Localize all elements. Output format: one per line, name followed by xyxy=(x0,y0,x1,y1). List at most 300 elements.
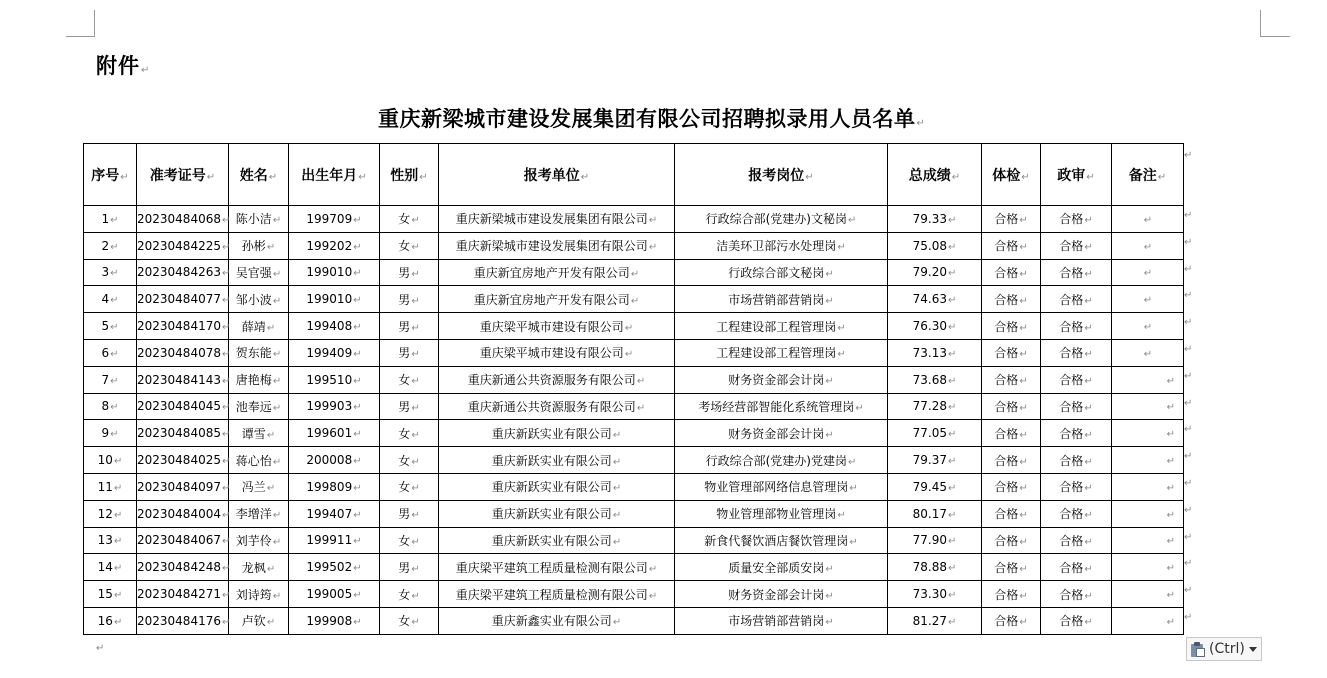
birth-cell xyxy=(289,500,380,527)
cell-text: 20230484176 xyxy=(137,613,221,628)
position-cell xyxy=(675,313,888,340)
review-cell xyxy=(1041,232,1112,259)
cell-text: 重庆新梁城市建设发展集团有限公司 xyxy=(455,212,648,227)
cell-text: 新食代餐饮酒店餐饮管理岗 xyxy=(704,533,849,548)
paragraph-mark: ↵ xyxy=(648,563,658,575)
table-row xyxy=(84,447,1184,474)
gender-cell xyxy=(380,366,439,393)
cell-text: 合格 xyxy=(1059,346,1084,361)
paragraph-mark: ↵ xyxy=(353,322,362,334)
paragraph-mark: ↵ xyxy=(110,322,119,334)
cell-text: 男 xyxy=(398,292,411,307)
cell-text: 79.45 xyxy=(912,479,947,494)
row-end-mark: ↵ xyxy=(1184,585,1193,597)
cell-text: 77.05 xyxy=(912,426,947,441)
birth-cell xyxy=(289,232,380,259)
paragraph-mark: ↵ xyxy=(353,590,362,602)
position-cell xyxy=(675,473,888,500)
table-row xyxy=(84,313,1184,340)
attachment-label: 附件↵ xyxy=(96,54,151,78)
name-cell xyxy=(229,206,289,233)
cell-text: 合格 xyxy=(1059,480,1084,495)
paragraph-mark: ↵ xyxy=(1019,510,1028,522)
paragraph-mark: ↵ xyxy=(221,214,231,226)
gender-cell xyxy=(380,313,439,340)
paragraph-mark: ↵ xyxy=(266,617,276,629)
remark-cell xyxy=(1112,527,1184,554)
row-end-mark: ↵ xyxy=(1184,236,1193,248)
cell-text: 合格 xyxy=(994,212,1019,227)
cell-text: 女 xyxy=(398,533,411,548)
cell-text: 女 xyxy=(398,239,411,254)
paragraph-mark: ↵ xyxy=(266,483,276,495)
paragraph-mark: ↵ xyxy=(266,242,276,254)
cell-text: 73.30 xyxy=(912,587,947,602)
medical-cell xyxy=(982,581,1041,608)
paragraph-mark: ↵ xyxy=(268,171,278,183)
cell-text: 合格 xyxy=(994,453,1019,468)
column-header-label: 体检 xyxy=(992,167,1021,184)
cell-text: 合格 xyxy=(994,399,1019,414)
cell-text: 199010 xyxy=(306,265,353,280)
seq-cell xyxy=(84,393,137,420)
position-cell xyxy=(675,366,888,393)
name-cell xyxy=(229,232,289,259)
paragraph-mark: ↵ xyxy=(1084,349,1093,361)
score-cell xyxy=(888,313,982,340)
cell-text: 合格 xyxy=(1059,507,1084,522)
paragraph-mark: ↵ xyxy=(636,376,646,388)
cell-text: 20230484085 xyxy=(137,426,221,441)
gender-cell xyxy=(380,447,439,474)
review-cell xyxy=(1041,393,1112,420)
paragraph-mark: ↵ xyxy=(947,348,957,360)
medical-cell xyxy=(982,473,1041,500)
cell-text: 合格 xyxy=(994,346,1019,361)
paragraph-mark: ↵ xyxy=(221,563,231,575)
paragraph-mark: ↵ xyxy=(1019,322,1028,334)
paragraph-mark: ↵ xyxy=(272,536,282,548)
paragraph-mark: ↵ xyxy=(411,617,420,629)
paragraph-mark: ↵ xyxy=(411,322,420,334)
cell-text: 市场营销部营销岗 xyxy=(728,614,825,629)
position-cell xyxy=(675,500,888,527)
paragraph-mark: ↵ xyxy=(221,241,231,253)
gender-cell xyxy=(380,393,439,420)
column-header-label: 准考证号 xyxy=(149,167,206,184)
birth-cell xyxy=(289,259,380,286)
unit-cell xyxy=(439,581,675,608)
paragraph-mark: ↵ xyxy=(120,171,129,183)
table-row xyxy=(84,420,1184,447)
cell-text: 199005 xyxy=(306,587,353,602)
cell-text: 合格 xyxy=(1059,587,1084,602)
paragraph-mark: ↵ xyxy=(825,268,834,280)
score-cell xyxy=(888,554,982,581)
name-cell xyxy=(229,581,289,608)
paragraph-mark: ↵ xyxy=(847,215,857,227)
cell-text: 199010 xyxy=(306,292,353,307)
paragraph-mark: ↵ xyxy=(1143,214,1153,226)
cell-text: 5 xyxy=(101,319,110,334)
paragraph-mark: ↵ xyxy=(1166,375,1175,387)
cell-text: 男 xyxy=(398,319,411,334)
column-header-label: 报考岗位 xyxy=(748,167,805,184)
cell-text: 女 xyxy=(398,480,411,495)
paragraph-mark: ↵ xyxy=(1019,242,1028,254)
birth-cell xyxy=(289,366,380,393)
paragraph-mark: ↵ xyxy=(825,563,834,575)
column-header xyxy=(380,144,439,206)
score-cell xyxy=(888,500,982,527)
table-row xyxy=(84,232,1184,259)
cell-text: 76.30 xyxy=(912,319,947,334)
cell-text: 20230484068 xyxy=(137,211,221,226)
paragraph-mark: ↵ xyxy=(849,536,858,548)
paragraph-mark: ↵ xyxy=(353,536,362,548)
column-header xyxy=(439,144,675,206)
cell-text: 4 xyxy=(101,292,110,307)
exam-id-cell xyxy=(137,259,229,286)
seq-cell xyxy=(84,339,137,366)
birth-cell xyxy=(289,447,380,474)
column-header xyxy=(289,144,380,206)
position-cell xyxy=(675,420,888,447)
cell-text: 池奉远 xyxy=(235,399,272,414)
cell-text: 合格 xyxy=(1059,533,1084,548)
cell-text: 吴官强 xyxy=(235,265,272,280)
paragraph-mark: ↵ xyxy=(612,429,622,441)
column-header xyxy=(888,144,982,206)
paragraph-mark: ↵ xyxy=(1143,295,1153,307)
cell-text: 20230484067 xyxy=(137,533,221,548)
position-cell xyxy=(675,527,888,554)
seq-cell xyxy=(84,286,137,313)
column-header xyxy=(982,144,1041,206)
paragraph-mark: ↵ xyxy=(353,616,362,628)
paragraph-mark: ↵ xyxy=(1166,429,1175,441)
cell-text: 女 xyxy=(398,614,411,629)
paragraph-mark: ↵ xyxy=(113,509,123,521)
seq-cell xyxy=(84,420,137,447)
cell-text: 邹小波 xyxy=(235,292,272,307)
row-end-mark: ↵ xyxy=(1184,317,1193,329)
name-cell xyxy=(229,447,289,474)
paragraph-mark: ↵ xyxy=(353,402,362,414)
exam-id-cell xyxy=(137,554,229,581)
cell-text: 重庆梁平城市建设有限公司 xyxy=(479,319,624,334)
unit-cell xyxy=(439,527,675,554)
table-row xyxy=(84,581,1184,608)
table-row xyxy=(84,527,1184,554)
paragraph-mark: ↵ xyxy=(411,456,420,468)
cell-text: 合格 xyxy=(1059,560,1084,575)
paragraph-mark: ↵ xyxy=(648,242,658,254)
paragraph-mark: ↵ xyxy=(837,510,846,522)
paragraph-mark: ↵ xyxy=(221,509,231,521)
paragraph-mark: ↵ xyxy=(1019,268,1028,280)
position-cell xyxy=(675,607,888,634)
exam-id-cell xyxy=(137,500,229,527)
remark-cell xyxy=(1112,607,1184,634)
cell-text: 20230484077 xyxy=(137,292,221,307)
review-cell xyxy=(1041,313,1112,340)
paragraph-mark: ↵ xyxy=(353,429,362,441)
review-cell xyxy=(1041,527,1112,554)
paragraph-mark: ↵ xyxy=(947,616,957,628)
paragraph-mark: ↵ xyxy=(272,295,282,307)
cell-text: 20230484248 xyxy=(137,560,221,575)
paragraph-mark: ↵ xyxy=(1143,268,1153,280)
paragraph-mark: ↵ xyxy=(1084,590,1093,602)
name-cell xyxy=(229,286,289,313)
review-cell xyxy=(1041,447,1112,474)
cell-text: 唐艳梅 xyxy=(235,373,272,388)
paragraph-mark: ↵ xyxy=(1019,376,1028,388)
cell-text: 陈小洁 xyxy=(235,212,272,227)
paragraph-mark: ↵ xyxy=(630,295,640,307)
paragraph-mark: ↵ xyxy=(1143,322,1153,334)
crop-mark-top-right xyxy=(1260,36,1290,37)
paragraph-mark: ↵ xyxy=(411,295,420,307)
crop-mark-top-left xyxy=(66,36,95,37)
cell-text: 20230484170 xyxy=(137,319,221,334)
paragraph-mark: ↵ xyxy=(272,456,282,468)
position-cell xyxy=(675,206,888,233)
medical-cell xyxy=(982,366,1041,393)
table-row xyxy=(84,554,1184,581)
cell-text: 3 xyxy=(101,265,110,280)
paragraph-mark: ↵ xyxy=(272,215,282,227)
cell-text: 财务资金部会计岗 xyxy=(728,373,825,388)
cell-text: 女 xyxy=(398,373,411,388)
paragraph-mark: ↵ xyxy=(648,590,658,602)
cell-text: 75.08 xyxy=(912,238,947,253)
paragraph-mark: ↵ xyxy=(580,171,590,183)
unit-cell xyxy=(439,607,675,634)
paragraph-mark: ↵ xyxy=(221,590,231,602)
remark-cell xyxy=(1112,554,1184,581)
exam-id-cell xyxy=(137,420,229,447)
name-cell xyxy=(229,500,289,527)
cell-text: 20230484078 xyxy=(137,345,221,360)
paragraph-mark: ↵ xyxy=(947,241,957,253)
paragraph-mark: ↵ xyxy=(1019,295,1028,307)
seq-cell xyxy=(84,554,137,581)
seq-cell xyxy=(84,447,137,474)
seq-cell xyxy=(84,607,137,634)
medical-cell xyxy=(982,286,1041,313)
cell-text: 74.63 xyxy=(912,292,947,307)
medical-cell xyxy=(982,259,1041,286)
unit-cell xyxy=(439,420,675,447)
cell-text: 200008 xyxy=(306,453,353,468)
paste-options-button[interactable] xyxy=(1186,637,1262,661)
cell-text: 物业管理部网络信息管理岗 xyxy=(704,480,849,495)
paragraph-mark: ↵ xyxy=(947,563,957,575)
review-cell xyxy=(1041,286,1112,313)
candidate-table xyxy=(83,143,1184,635)
cell-text: 卢钦 xyxy=(241,614,266,629)
cell-text: 合格 xyxy=(1059,614,1084,629)
unit-cell xyxy=(439,473,675,500)
cell-text: 市场营销部营销岗 xyxy=(728,292,825,307)
cell-text: 合格 xyxy=(994,265,1019,280)
paragraph-mark: ↵ xyxy=(353,509,362,521)
paragraph-mark: ↵ xyxy=(221,348,231,360)
cell-text: 16 xyxy=(97,613,113,628)
paragraph-mark: ↵ xyxy=(113,563,123,575)
medical-cell xyxy=(982,554,1041,581)
exam-id-cell xyxy=(137,313,229,340)
cell-text: 物业管理部物业管理岗 xyxy=(716,507,837,522)
row-end-mark: ↵ xyxy=(1184,370,1193,382)
paragraph-mark: ↵ xyxy=(110,268,119,280)
cell-text: 20230484045 xyxy=(137,399,221,414)
name-cell xyxy=(229,339,289,366)
unit-cell xyxy=(439,366,675,393)
cell-text: 合格 xyxy=(1059,453,1084,468)
paragraph-mark: ↵ xyxy=(1166,590,1175,602)
unit-cell xyxy=(439,313,675,340)
cell-text: 73.13 xyxy=(912,345,947,360)
paragraph-mark: ↵ xyxy=(837,242,846,254)
cell-text: 行政综合部文秘岗 xyxy=(728,265,825,280)
row-end-mark: ↵ xyxy=(1184,424,1193,436)
paragraph-mark: ↵ xyxy=(1084,376,1093,388)
paragraph-mark: ↵ xyxy=(1019,483,1028,495)
cell-text: 77.28 xyxy=(912,399,947,414)
cell-text: 重庆新跃实业有限公司 xyxy=(491,453,612,468)
remark-cell xyxy=(1112,420,1184,447)
chevron-down-icon[interactable] xyxy=(1249,647,1257,652)
cell-text: 合格 xyxy=(1059,426,1084,441)
cell-text: 77.90 xyxy=(912,533,947,548)
paragraph-mark: ↵ xyxy=(221,268,231,280)
paragraph-mark: ↵ xyxy=(825,295,834,307)
paragraph-mark: ↵ xyxy=(221,616,231,628)
cell-text: 合格 xyxy=(994,480,1019,495)
paragraph-mark: ↵ xyxy=(1084,295,1093,307)
score-cell xyxy=(888,259,982,286)
position-cell xyxy=(675,286,888,313)
paragraph-mark: ↵ xyxy=(110,429,119,441)
position-cell xyxy=(675,447,888,474)
cell-text: 80.17 xyxy=(912,506,947,521)
paragraph-mark: ↵ xyxy=(353,348,362,360)
cell-text: 男 xyxy=(398,560,411,575)
cell-text: 冯兰 xyxy=(241,480,266,495)
cell-text: 78.88 xyxy=(912,560,947,575)
paragraph-mark: ↵ xyxy=(837,322,846,334)
paragraph-mark: ↵ xyxy=(947,214,957,226)
paragraph-mark: ↵ xyxy=(947,322,957,334)
name-cell xyxy=(229,366,289,393)
paragraph-mark: ↵ xyxy=(411,429,420,441)
paragraph-mark: ↵ xyxy=(1019,536,1028,548)
table-row xyxy=(84,393,1184,420)
cell-text: 合格 xyxy=(994,239,1019,254)
remark-cell xyxy=(1112,206,1184,233)
name-cell xyxy=(229,393,289,420)
paragraph-mark: ↵ xyxy=(847,456,857,468)
position-cell xyxy=(675,581,888,608)
paragraph-mark: ↵ xyxy=(1084,402,1093,414)
paragraph-mark: ↵ xyxy=(221,482,231,494)
cell-text: 重庆梁平建筑工程质量检测有限公司 xyxy=(455,560,648,575)
column-header-label: 性别 xyxy=(390,167,419,184)
paragraph-mark: ↵ xyxy=(1019,215,1028,227)
column-header-label: 政审 xyxy=(1057,167,1086,184)
paragraph-mark: ↵ xyxy=(1019,590,1028,602)
paragraph-mark: ↵ xyxy=(411,483,420,495)
cell-text: 1 xyxy=(101,211,110,226)
medical-cell xyxy=(982,527,1041,554)
paragraph-mark: ↵ xyxy=(411,376,420,388)
exam-id-cell xyxy=(137,286,229,313)
paragraph-mark: ↵ xyxy=(947,456,957,468)
score-cell xyxy=(888,473,982,500)
paragraph-mark: ↵ xyxy=(1084,483,1093,495)
cell-text: 合格 xyxy=(994,373,1019,388)
cell-text: 199903 xyxy=(306,399,353,414)
paragraph-mark: ↵ xyxy=(206,171,216,183)
row-end-mark: ↵ xyxy=(1184,210,1193,221)
cell-text: 合格 xyxy=(1059,212,1084,227)
paragraph-mark: ↵ xyxy=(1084,429,1093,441)
gender-cell xyxy=(380,581,439,608)
cell-text: 工程建设部工程管理岗 xyxy=(716,319,837,334)
medical-cell xyxy=(982,393,1041,420)
paragraph-mark: ↵ xyxy=(947,429,957,441)
cell-text: 刘诗筠 xyxy=(235,587,272,602)
row-end-mark: ↵ xyxy=(1184,478,1193,489)
score-cell xyxy=(888,366,982,393)
medical-cell xyxy=(982,339,1041,366)
cell-text: 合格 xyxy=(994,319,1019,334)
name-cell xyxy=(229,554,289,581)
score-cell xyxy=(888,286,982,313)
end-paragraph-mark: ↵ xyxy=(96,643,105,654)
cell-text: 男 xyxy=(398,507,411,522)
gender-cell xyxy=(380,500,439,527)
seq-cell xyxy=(84,259,137,286)
cell-text: 20230484143 xyxy=(137,372,221,387)
gender-cell xyxy=(380,554,439,581)
cell-text: 质量安全部质安岗 xyxy=(728,560,825,575)
paragraph-mark: ↵ xyxy=(1019,349,1028,361)
paragraph-mark: ↵ xyxy=(855,402,864,414)
paragraph-mark: ↵ xyxy=(1084,322,1093,334)
paragraph-mark: ↵ xyxy=(837,349,846,361)
cell-text: 20230484225 xyxy=(137,238,221,253)
gender-cell xyxy=(380,607,439,634)
cell-text: 合格 xyxy=(1059,399,1084,414)
cell-text: 10 xyxy=(97,453,113,468)
paragraph-mark: ↵ xyxy=(612,456,622,468)
medical-cell xyxy=(982,313,1041,340)
score-cell xyxy=(888,232,982,259)
paragraph-mark: ↵ xyxy=(1084,268,1093,280)
table-row xyxy=(84,607,1184,634)
column-header-label: 姓名 xyxy=(239,167,268,184)
paragraph-mark: ↵ xyxy=(1143,241,1153,253)
paragraph-mark: ↵ xyxy=(1084,510,1093,522)
paragraph-mark: ↵ xyxy=(110,348,119,360)
paragraph-mark: ↵ xyxy=(1166,536,1175,548)
cell-text: 199409 xyxy=(306,345,353,360)
cell-text: 财务资金部会计岗 xyxy=(728,587,825,602)
